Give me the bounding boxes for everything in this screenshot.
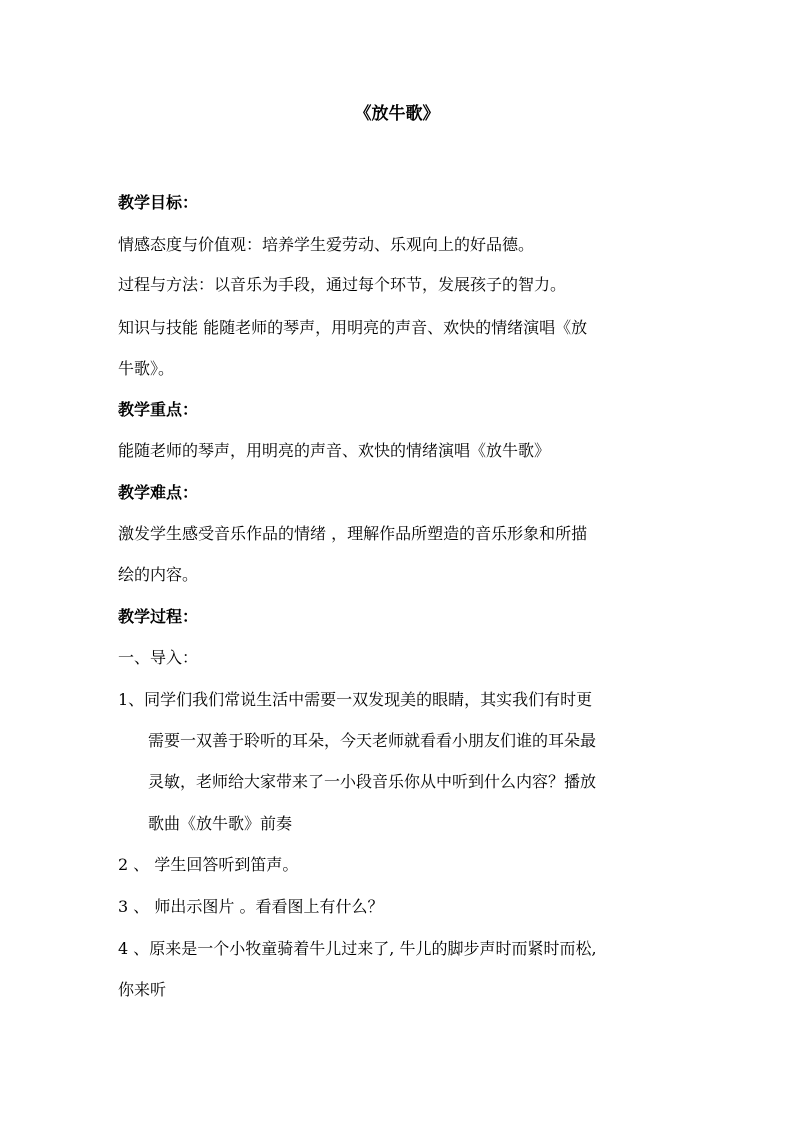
item4-line1: 4 、原来是一个小牧童骑着牛儿过来了, 牛儿的脚步声时而紧时而松, [118,939,597,958]
key-heading: 教学重点： [118,400,199,419]
item2: 2 、 学生回答听到笛声。 [118,855,299,874]
goal-process: 过程与方法：以音乐为手段，通过每个环节，发展孩子的智力。 [118,275,567,294]
difficulty-line2: 绘的内容。 [118,565,199,584]
process-heading: 教学过程： [118,607,199,626]
item1-line4: 歌曲《放牛歌》前奏 [148,814,293,833]
goal-emotion: 情感态度与价值观：培养学生爱劳动、乐观向上的好品德。 [118,235,535,254]
difficulty-line1: 激发学生感受音乐作品的情绪 ，理解作品所塑造的音乐形象和所描 [118,524,588,543]
difficulty-heading: 教学难点： [118,483,199,502]
item1-line2: 需要一双善于聆听的耳朵，今天老师就看看小朋友们谁的耳朵最 [148,731,597,750]
item3: 3 、 师出示图片 。看看图上有什么？ [118,897,384,916]
section1-heading: 一、导入： [118,648,199,667]
document-title: 《放牛歌》 [354,104,440,124]
goal-knowledge-line2: 牛歌》。 [118,359,175,378]
goal-knowledge-line1: 知识与技能 能随老师的琴声，用明亮的声音、欢快的情绪演唱《放 [118,318,588,337]
item1-line1: 1、同学们我们常说生活中需要一双发现美的眼睛，其实我们有时更 [118,690,593,709]
item1-line3: 灵敏，老师给大家带来了一小段音乐你从中听到什么内容？播放 [148,772,597,791]
key-text: 能随老师的琴声，用明亮的声音、欢快的情绪演唱《放牛歌》 [118,441,551,460]
item4-line2: 你来听 [118,980,167,999]
goals-heading: 教学目标： [118,193,199,212]
